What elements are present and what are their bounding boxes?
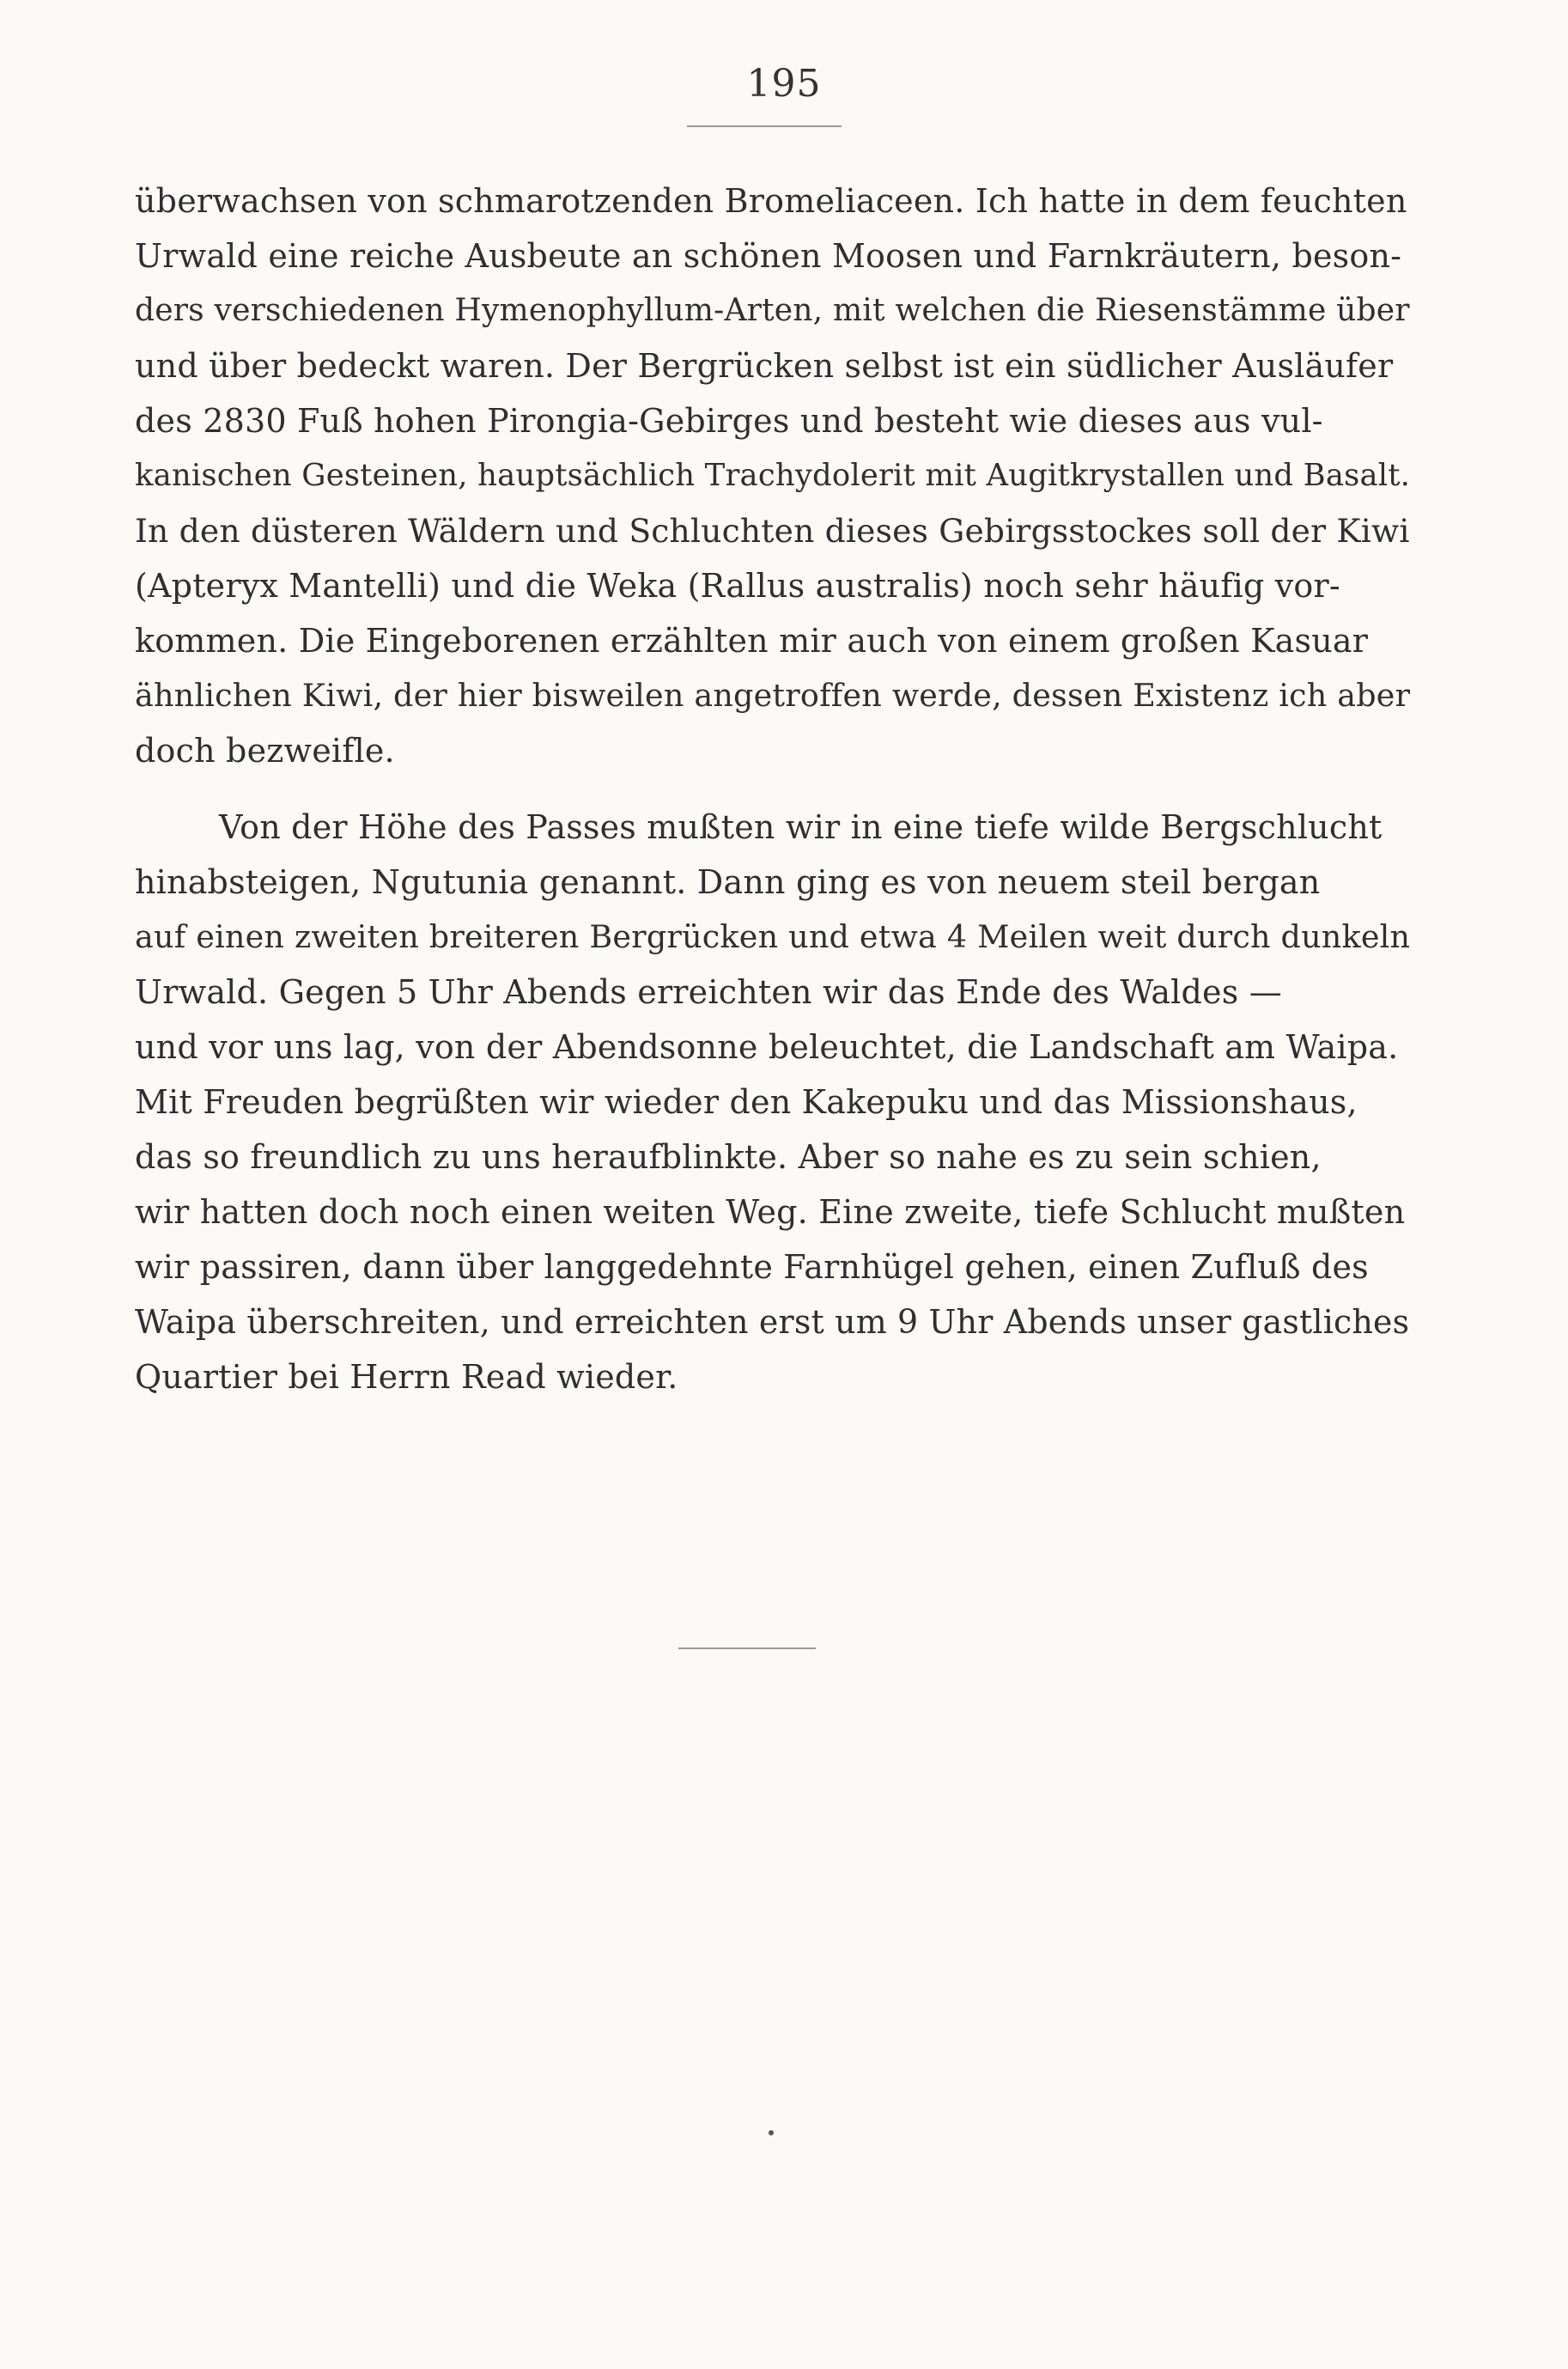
- text-line: Waipa überschreiten, und erreichten erst um 9 Uhr Abends unser gastliches: [135, 1303, 1410, 1341]
- header-divider: [687, 125, 842, 127]
- paragraph-2: [135, 800, 1410, 1404]
- text-line: (Apteryx Mantelli) und die Weka (Rallus australis) noch sehr häufig vor-: [135, 567, 1340, 605]
- text-line: hinabsteigen, Ngutunia genannt. Dann ging es von neuem steil bergan: [135, 863, 1321, 901]
- text-line: Urwald eine reiche Ausbeute an schönen Moosen und Farnkräutern, beson-: [135, 237, 1402, 275]
- text-line: doch bezweifle.: [135, 732, 395, 770]
- text-line: Von der Höhe des Passes mußten wir in eine tiefe wilde Bergschlucht: [219, 808, 1383, 846]
- text-line: des 2830 Fuß hohen Pirongia-Gebirges und besteht wie dieses aus vul-: [135, 402, 1323, 440]
- paragraph-1: [135, 174, 1410, 778]
- text-line: kanischen Gesteinen, hauptsächlich Trachydolerit mit Augitkrystallen und Basalt.: [135, 458, 1411, 493]
- text-line: wir passiren, dann über langgedehnte Farnhügel gehen, einen Zufluß des: [135, 1248, 1369, 1286]
- text-line: ähnlichen Kiwi, der hier bisweilen angetroffen werde, dessen Existenz ich aber: [135, 677, 1411, 714]
- text-line: und über bedeckt waren. Der Bergrücken selbst ist ein südlicher Ausläufer: [135, 347, 1394, 385]
- text-line: überwachsen von schmarotzenden Bromeliaceen. Ich hatte in dem feuchten: [135, 182, 1407, 220]
- text-line: In den düsteren Wäldern und Schluchten dieses Gebirgsstockes soll der Kiwi: [135, 512, 1410, 550]
- text-line: und vor uns lag, von der Abendsonne beleuchtet, die Landschaft am Waipa.: [135, 1028, 1399, 1066]
- page-number: 195: [746, 62, 822, 106]
- text-line: wir hatten doch noch einen weiten Weg. Eine zweite, tiefe Schlucht mußten: [135, 1193, 1406, 1231]
- text-line: ders verschiedenen Hymenophyllum-Arten, mit welchen die Riesenstämme über: [135, 293, 1410, 328]
- text-line: kommen. Die Eingeborenen erzählten mir auch von einem großen Kasuar: [135, 622, 1369, 660]
- text-line: Mit Freuden begrüßten wir wieder den Kakepuku und das Missionshaus,: [135, 1083, 1358, 1121]
- text-line: Quartier bei Herrn Read wieder.: [135, 1358, 678, 1396]
- text-line: das so freundlich zu uns heraufblinkte. Aber so nahe es zu sein schien,: [135, 1138, 1322, 1176]
- ink-speck: [769, 2130, 774, 2135]
- text-line: auf einen zweiten breiteren Bergrücken und etwa 4 Meilen weit durch dunkeln: [135, 918, 1411, 955]
- text-line: Urwald. Gegen 5 Uhr Abends erreichten wir das Ende des Waldes —: [135, 973, 1282, 1011]
- section-end-divider: [678, 1647, 816, 1649]
